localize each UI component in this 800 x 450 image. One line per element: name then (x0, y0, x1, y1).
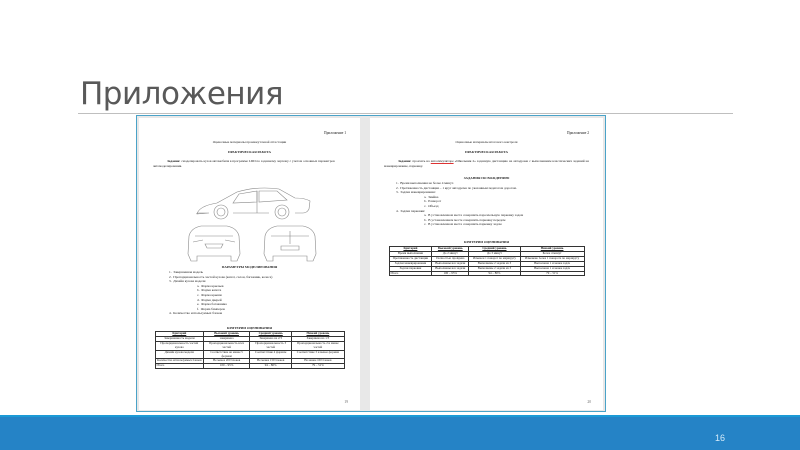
page-subtitle: Оценочные материалы промежуточной аттестации (212, 140, 287, 144)
task-text (139, 159, 360, 168)
driving-list (396, 181, 589, 227)
driving-heading: ЗАДАНИЯ ПО ВОЖДЕНИЮ (463, 176, 510, 180)
driving-item: 2. Протяженность дистанции – 1 круг автодрома по указанным педагогом дорогам. (396, 185, 517, 190)
document-preview (136, 115, 606, 412)
table-row: Завершенность модели завершена Завершена на 2/3 Завершена на 1/3 (155, 336, 344, 341)
table-row: Время выполнения До 2 минут До 3 минут Более 4 минут (389, 251, 584, 256)
param-item: 2. Пропорциональность частей кузова (капот, салон, багажник, колеса) (169, 274, 273, 279)
param-subitem: a. Форма крыльев (197, 283, 224, 288)
criteria-table-wrap (139, 331, 360, 369)
slide-number: 16 (715, 433, 726, 443)
criteria-heading: КРИТЕРИИ ОЦЕНИВАНИЯ (227, 326, 272, 330)
driving-subitem: c. В установленном месте совершить парковку задом (424, 222, 502, 227)
task-label: Задание: (398, 159, 412, 163)
appendix-label: Приложение 1 (324, 131, 346, 135)
page-number: 19 (344, 400, 348, 404)
table-header-row: Критерий Высокий уровень Средний уровень Низкий уровень (389, 247, 584, 252)
driving-subitem: a. В установленном месте совершить параллельную парковку задом (424, 213, 524, 218)
param-item: 1. Завершенная модель (169, 270, 204, 274)
criteria-table-wrap (370, 246, 603, 276)
task-label: Задание: (167, 159, 181, 163)
driving-subitem: a. Змейка (424, 194, 439, 199)
document-page-2 (370, 118, 603, 410)
table-row-total: Итого 100 – 95% 94 – 80% 79 – 51% (389, 271, 584, 276)
driving-subitem: c. Объезд (424, 203, 439, 208)
param-subitem: f. Форма бамперов (197, 306, 225, 311)
params-heading: ПАРАМЕТРЫ МОДЕЛИРОВАНИЯ (221, 265, 278, 269)
table-row-total: Итого 100 – 95% 94 – 80% 79 – 51% (155, 364, 344, 369)
footer-bar (0, 417, 800, 450)
table-row: Задачи парковки Выполнены все задачи Выполнены 2 задачи из 3 Выполнена 1 и менее задач (389, 266, 584, 271)
param-subitem: c. Форма крыши (197, 292, 222, 297)
params-list (169, 270, 350, 316)
slide-title: Приложения (80, 76, 283, 112)
table-row: Дизайн кузова модели Соответствие не менее 5 формам Соответствие 4 формам Соответствие 3 и менее формам (155, 350, 344, 359)
page-heading: ПРАКТИЧЕСКАЯ РАБОТА (228, 150, 271, 154)
appendix-label: Приложение 2 (567, 131, 589, 135)
title-divider (78, 113, 733, 114)
table-row: Количество используемых блоков Не менее 200 блоков Не менее 150 блоков Не менее 100 блоков (155, 359, 344, 364)
driving-item: 1. Время выполнения не более 4 минут. (396, 181, 454, 185)
criteria-table (155, 331, 345, 369)
car-blueprint-icon (177, 176, 327, 268)
driving-item: 4. Задачи парковки: (396, 208, 426, 213)
param-subitem: e. Форма багажника (197, 302, 227, 307)
param-item: 3. Дизайн кузова модели (169, 279, 206, 284)
table-row: Протяженность дистанции Полностью пройдена Изменен 1 поворот по маршруту Изменено более 1 поворота по маршруту (389, 256, 584, 261)
param-subitem: d. Форма дверей (197, 297, 222, 302)
page-subtitle: Оценочные материалы итогового контроля (455, 140, 518, 144)
table-row: Пропорциональность частей кузова Пропорциональность всех частей Пропорциональность 3 частей Пропорциональность 2 и менее частей (155, 341, 344, 350)
criteria-heading: КРИТЕРИИ ОЦЕНИВАНИЯ (464, 240, 509, 244)
page-heading: ПРАКТИЧЕСКАЯ РАБОТА (465, 150, 508, 154)
driving-subitem: b. Разворот (424, 199, 442, 204)
driving-item: 3. Задачи маневрирования: (396, 190, 436, 195)
page-number: 20 (587, 400, 591, 404)
criteria-table (389, 246, 585, 276)
param-subitem: b. Форма капота (197, 288, 222, 293)
table-row: Задачи маневрирования Выполнены все задачи Выполнены 2 задачи из 3 Выполнена 1 и менее задач (389, 261, 584, 266)
table-header-row: Критерий Высокий уровень Средний уровень Низкий уровень (155, 332, 344, 337)
driving-subitem: b. В установленном месте совершить парковку передом (424, 217, 506, 222)
param-item: 4. Количество используемых блоков (169, 311, 223, 316)
document-page-1 (139, 118, 360, 410)
simulator-link: автосимуляторе (430, 159, 454, 163)
task-body: смоделировать кузов автомобиля в программе LDD по заданному чертежу с учетом основных параметров автомоделирования. (153, 159, 335, 168)
task-text: Задание: проехать на автосимуляторе «Школьник 2» заданную дистанцию на автодроме с выполнением классических заданий на маневрирование, парковку. (384, 159, 589, 168)
